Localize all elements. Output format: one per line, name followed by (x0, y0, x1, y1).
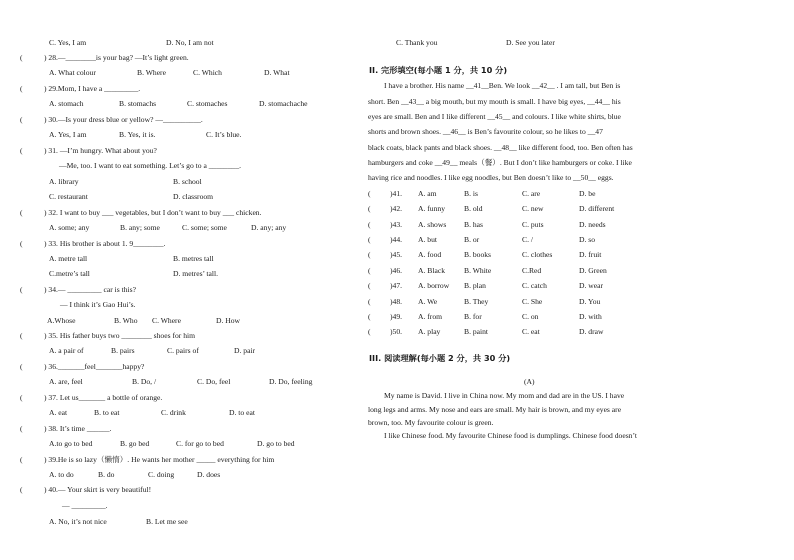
option-a-41: A. am (418, 189, 437, 198)
option-a-46: A. Black (418, 266, 445, 275)
answer-paren: ( (20, 455, 23, 464)
question-34-line-2: — I think it’s Gao Hui’s. (60, 300, 136, 309)
option-c-39: C. doing (148, 470, 175, 479)
option-d-36: D. Do, feeling (269, 377, 313, 386)
option-a-37: A. eat (49, 408, 68, 417)
option-a-29: A. stomach (49, 99, 84, 108)
option-a-31: A. library (49, 177, 79, 186)
option-d-27: D. No, I am not (166, 38, 214, 47)
question-number: )49. (390, 312, 403, 321)
question-number-45: 45 (392, 250, 401, 259)
option-a-34: A.Whose (47, 316, 76, 325)
option-c-35: C. pairs of (167, 346, 199, 355)
option-c-34: C. Where (152, 316, 181, 325)
option-c-29: C. stomaches (187, 99, 228, 108)
option-a-36: A. are, feel (49, 377, 83, 386)
option-b-41: B. is (464, 189, 478, 198)
question-number: )47. (390, 281, 403, 290)
option-b-49: B. for (464, 312, 482, 321)
cloze-line: shorts and brown shoes. __46__ is Ben’s favourite colour, so he likes to __47 (368, 127, 603, 136)
question-number: )42. (390, 204, 403, 213)
answer-paren: ( (368, 250, 371, 259)
question-31: ) 31. —I’m hungry. What about you? (44, 146, 157, 155)
option-d-46: D. Green (579, 266, 607, 275)
option-a-50: A. play (418, 327, 441, 336)
question-number-41: 41 (392, 189, 401, 198)
answer-paren: ( (20, 362, 23, 371)
option-b-47: B. plan (464, 281, 486, 290)
option-d-28: D. What (264, 68, 290, 77)
option-d-32: D. any; any (251, 223, 287, 232)
option-d-49: D. with (579, 312, 602, 321)
option-d-48: D. You (579, 297, 601, 306)
question-number-43: 43 (392, 220, 401, 229)
option-d-47: D. wear (579, 281, 604, 290)
answer-paren: ( (368, 281, 371, 290)
option-d-45: D. fruit (579, 250, 602, 259)
option-b-48: B. They (464, 297, 489, 306)
option-d-35: D. pair (234, 346, 256, 355)
question-37: ) 37. Let us_______ a bottle of orange. (44, 393, 163, 402)
section-3-heading: III. 阅读理解(每小题 2 分，共 30 分) (369, 353, 511, 363)
option-c-36: C. Do, feel (197, 377, 231, 386)
answer-paren: ( (368, 266, 371, 275)
question-number-48: 48 (392, 297, 401, 306)
option-c-50: C. eat (522, 327, 540, 336)
question-39: ) 39.He is so lazy（懒惰）. He wants her mother _____ everything for him (44, 455, 275, 464)
option-d-43: D. needs (579, 220, 606, 229)
option-c-49: C. on (522, 312, 539, 321)
question-28: ) 28.—________is your bag? —It’s light green. (44, 53, 189, 62)
question-number: )48. (390, 297, 403, 306)
answer-paren: ( (368, 220, 371, 229)
option-b-38: B. go bed (120, 439, 150, 448)
option-b-43: B. has (464, 220, 483, 229)
question-number-50: 50 (392, 327, 401, 336)
option-b-32: B. any; some (120, 223, 160, 232)
question-number-42: 42 (392, 204, 401, 213)
option-c-27: C. Yes, I am (49, 38, 87, 47)
option-c-47: C. catch (522, 281, 547, 290)
answer-paren: ( (20, 208, 23, 217)
cloze-line: having rice and noodles. I like egg noodles, but Ben doesn’t like to __50__ eggs. (368, 173, 614, 182)
question-number: )43. (390, 220, 403, 229)
option-a-48: A. We (418, 297, 438, 306)
answer-paren: ( (368, 297, 371, 306)
option-c-32: C. some; some (182, 223, 227, 232)
answer-paren: ( (20, 393, 23, 402)
cloze-line: eyes are small. Ben and I like different __45__ and colours. I like white shirts, blue (368, 112, 621, 121)
option-d-44: D. so (579, 235, 596, 244)
cloze-line: I have a brother. His name __41__Ben. We look __42__ . I am tall, but Ben is (384, 81, 621, 90)
option-d-31: D. classroom (173, 192, 214, 201)
option-b-40: B. Let me see (146, 517, 188, 526)
answer-paren: ( (20, 239, 23, 248)
answer-paren: ( (20, 331, 23, 340)
option-a-38: A.to go to bed (49, 439, 93, 448)
option-c-46: C.Red (522, 266, 542, 275)
answer-paren: ( (20, 53, 23, 62)
question-32: ) 32. I want to buy ___ vegetables, but I don’t want to buy ___ chicken. (44, 208, 262, 217)
option-b-44: B. or (464, 235, 480, 244)
question-number-44: 44 (392, 235, 401, 244)
question-34: ) 34.— _________ car is this? (44, 285, 136, 294)
option-c-40: C. Thank you (396, 38, 438, 47)
option-b-35: B. pairs (111, 346, 135, 355)
option-c-28: C. Which (193, 68, 222, 77)
option-b-39: B. do (98, 470, 115, 479)
option-c-45: C. clothes (522, 250, 553, 259)
question-number: )46. (390, 266, 403, 275)
question-38: ) 38. It’s time ______. (44, 424, 112, 433)
answer-paren: ( (368, 235, 371, 244)
option-b-50: B. paint (464, 327, 489, 336)
option-d-42: D. different (579, 204, 615, 213)
answer-paren: ( (368, 204, 371, 213)
option-c-48: C. She (522, 297, 543, 306)
option-d-41: D. be (579, 189, 596, 198)
option-b-28: B. Where (137, 68, 166, 77)
question-number: )45. (390, 250, 403, 259)
answer-paren: ( (20, 424, 23, 433)
cloze-line: short. Ben __43__ a big mouth, but my mouth is small. I have big eyes, __44__ his (368, 97, 621, 106)
question-36: ) 36._______feel_______happy? (44, 362, 145, 371)
option-b-30: B. Yes, it is. (119, 130, 156, 139)
reading-line: long legs and arms. My nose and ears are small. My hair is brown, and my eyes are (368, 405, 622, 414)
option-a-40: A. No, it’s not nice (49, 517, 107, 526)
option-c-42: C. new (522, 204, 544, 213)
question-40: ) 40.— Your skirt is very beautiful! (44, 485, 152, 494)
answer-paren: ( (20, 146, 23, 155)
option-b-45: B. books (464, 250, 492, 259)
option-d-50: D. draw (579, 327, 604, 336)
option-c-43: C. puts (522, 220, 544, 229)
answer-paren: ( (368, 327, 371, 336)
answer-paren: ( (20, 285, 23, 294)
option-d-40: D. See you later (506, 38, 555, 47)
question-33: ) 33. His brother is about 1. 9________. (44, 239, 166, 248)
option-a-30: A. Yes, I am (49, 130, 87, 139)
option-b-34: B. Who (114, 316, 138, 325)
answer-paren: ( (20, 84, 23, 93)
option-d-39: D. does (197, 470, 221, 479)
option-a-35: A. a pair of (49, 346, 84, 355)
question-number-46: 46 (392, 266, 401, 275)
option-d-38: D. go to bed (257, 439, 295, 448)
question-35: ) 35. His father buys two ________ shoes for him (44, 331, 196, 340)
option-b-42: B. old (464, 204, 483, 213)
question-number: )50. (390, 327, 403, 336)
option-c-44: C. / (522, 235, 533, 244)
option-b-46: B. White (464, 266, 492, 275)
answer-paren: ( (368, 312, 371, 321)
option-a-39: A. to do (49, 470, 74, 479)
option-b-31: B. school (173, 177, 202, 186)
option-a-32: A. some; any (49, 223, 90, 232)
answer-paren: ( (368, 189, 371, 198)
cloze-line: hamburgers and coke __49__ meals（餐）. But I don’t like hamburgers or coke. I like (368, 158, 632, 167)
option-b-29: B. stomachs (119, 99, 157, 108)
option-b-36: B. Do, / (132, 377, 157, 386)
option-d-29: D. stomachache (259, 99, 308, 108)
option-a-49: A. from (418, 312, 443, 321)
question-30: ) 30.—Is your dress blue or yellow? —__________. (44, 115, 203, 124)
question-number: )41. (390, 189, 403, 198)
answer-paren: ( (20, 115, 23, 124)
section-2-heading: II. 完形填空(每小题 1 分，共 10 分) (369, 65, 508, 75)
question-31-line-2: —Me, too. I want to eat something. Let’s go to a ________. (59, 161, 242, 170)
option-a-28: A. What colour (49, 68, 96, 77)
option-c-31: C. restaurant (49, 192, 88, 201)
option-b-37: B. to eat (94, 408, 120, 417)
reading-line: brown, too. My favourite colour is green. (368, 418, 494, 427)
option-a-43: A. shows (418, 220, 447, 229)
question-number: )44. (390, 235, 403, 244)
option-c-33: C.metre’s tall (49, 269, 90, 278)
option-a-33: A. metre tall (49, 254, 88, 263)
option-a-47: A. borrow (418, 281, 450, 290)
option-d-33: D. metres’ tall. (173, 269, 218, 278)
question-29: ) 29.Mom, I have a _________. (44, 84, 141, 93)
reading-line: I like Chinese food. My favourite Chinese food is dumplings. Chinese food doesn’t (384, 431, 637, 440)
option-a-45: A. food (418, 250, 442, 259)
question-number-47: 47 (392, 281, 401, 290)
option-c-38: C. for go to bed (176, 439, 224, 448)
question-40-line-2: — _________. (62, 501, 108, 510)
passage-label: (A) (524, 377, 535, 386)
option-a-44: A. but (418, 235, 437, 244)
option-d-34: D. How (216, 316, 241, 325)
question-number-49: 49 (392, 312, 401, 321)
reading-line: My name is David. I live in China now. My mom and dad are in the US. I have (384, 391, 625, 400)
answer-paren: ( (20, 485, 23, 494)
option-a-42: A. funny (418, 204, 445, 213)
option-d-37: D. to eat (229, 408, 255, 417)
cloze-line: black coats, black pants and black shoes. __48__ like different food, too. Ben often has (368, 143, 633, 152)
option-c-30: C. It’s blue. (206, 130, 242, 139)
option-b-33: B. metres tall (173, 254, 214, 263)
option-c-41: C. are (522, 189, 541, 198)
option-c-37: C. drink (161, 408, 186, 417)
